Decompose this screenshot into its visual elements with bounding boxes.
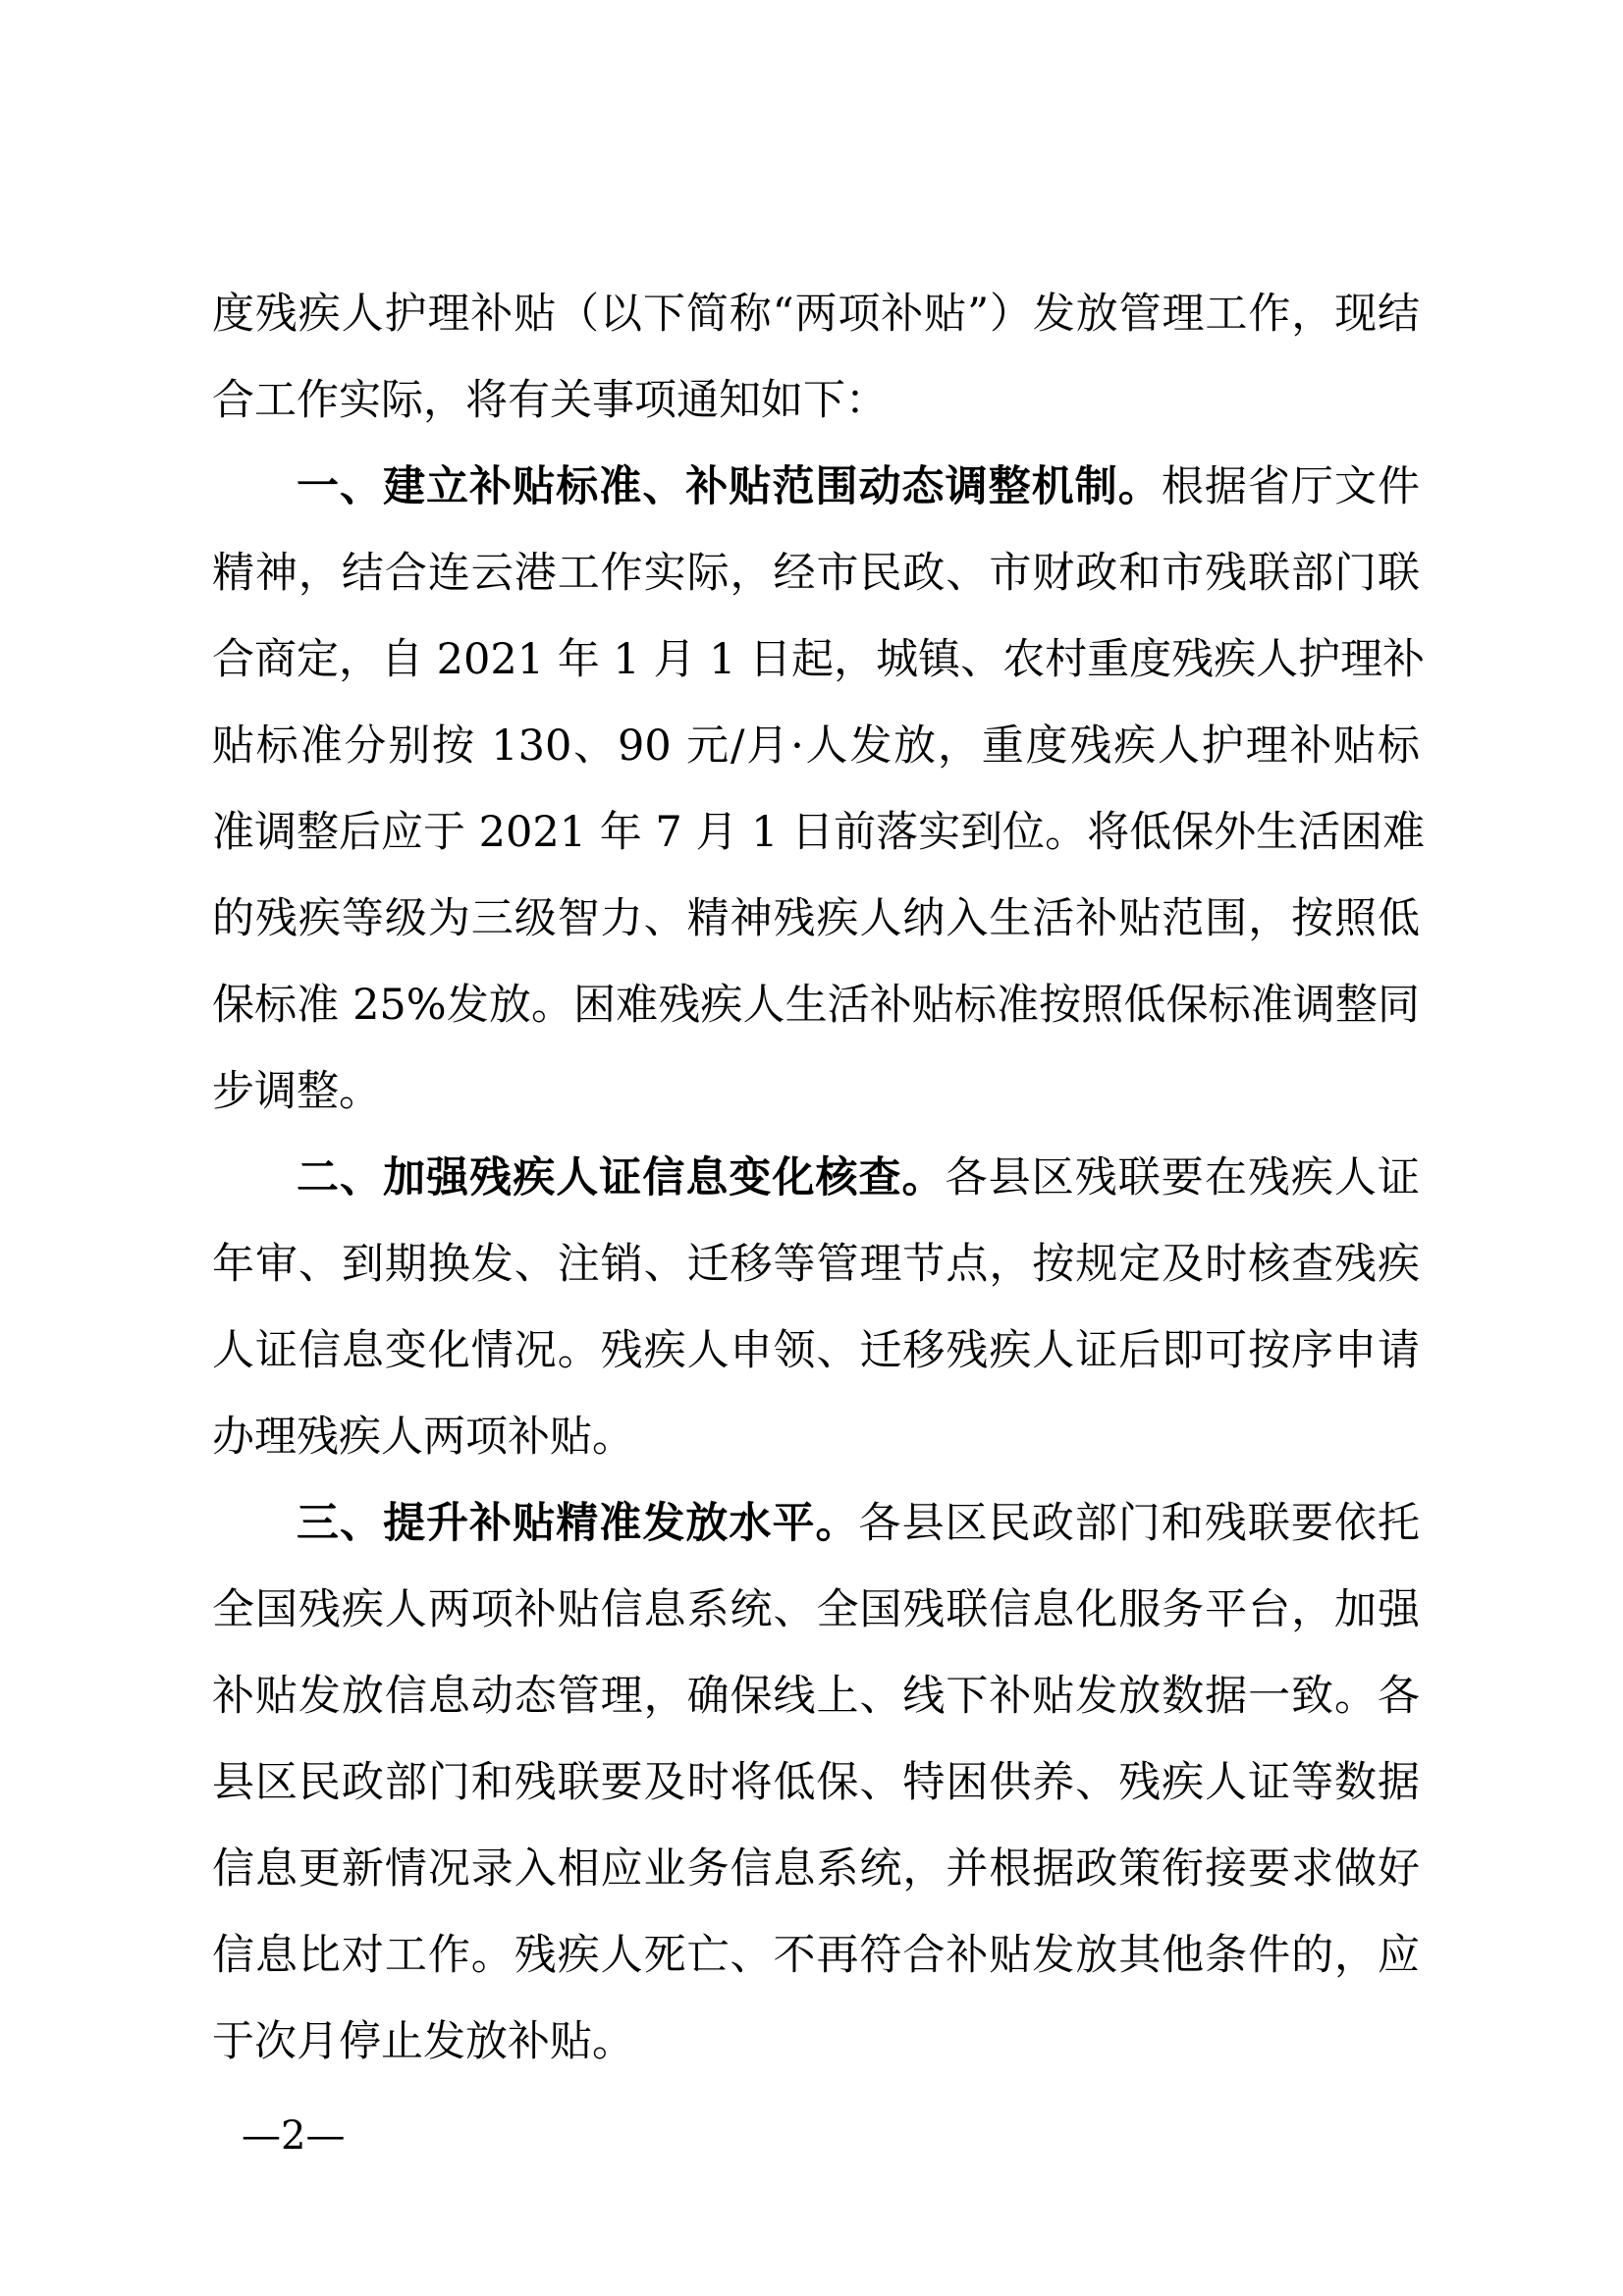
page-number: —2— (242, 2113, 346, 2159)
section-1-line: 的残疾等级为三级智力、精神残疾人纳入生活补贴范围，按照低 (212, 894, 1420, 943)
section-3-line: 补贴发放信息动态管理，确保线上、线下补贴发放数据一致。各 (212, 1672, 1420, 1721)
body-line-1: 度残疾人护理补贴（以下简称“两项补贴”）发放管理工作，现结 (212, 290, 1420, 339)
section-1-first-line (297, 457, 1420, 516)
section-2-first-line-rest: 各县区残联要在残疾人证 (945, 1153, 1421, 1202)
section-1-line: 保标准 25%发放。困难残疾人生活补贴标准按照低保标准调整同 (212, 981, 1420, 1030)
section-3-line: 全国残疾人两项补贴信息系统、全国残联信息化服务平台，加强 (212, 1585, 1420, 1634)
section-3-heading: 三、提升补贴精准发放水平。 (297, 1499, 859, 1548)
section-3-first-line-rest: 各县区民政部门和残联要依托 (858, 1499, 1421, 1548)
section-1-first-line-rest: 根据省厅文件 (1161, 462, 1421, 511)
section-1-line: 步调整。 (212, 1067, 381, 1116)
section-1-line: 精神，结合连云港工作实际，经市民政、市财政和市残联部门联 (212, 549, 1420, 598)
section-3-line: 信息更新情况录入相应业务信息系统，并根据政策衔接要求做好 (212, 1844, 1420, 1894)
section-2-first-line (297, 1148, 1420, 1207)
section-1-line: 贴标准分别按 130、90 元/月·人发放，重度残疾人护理补贴标 (212, 721, 1420, 771)
section-3-line: 县区民政部门和残联要及时将低保、特困供养、残疾人证等数据 (212, 1758, 1420, 1807)
section-2-line: 办理残疾人两项补贴。 (212, 1413, 634, 1462)
section-2-line: 人证信息变化情况。残疾人申领、迁移残疾人证后即可按序申请 (212, 1326, 1420, 1375)
section-3-line: 信息比对工作。残疾人死亡、不再符合补贴发放其他条件的，应 (212, 1931, 1420, 1980)
body-line-2: 合工作实际，将有关事项通知如下： (212, 376, 888, 425)
section-2-line: 年审、到期换发、注销、迁移等管理节点，按规定及时核查残疾 (212, 1240, 1420, 1289)
section-3-first-line (297, 1494, 1420, 1553)
section-1-line: 合商定，自 2021 年 1 月 1 日起，城镇、农村重度残疾人护理补 (212, 635, 1426, 684)
section-3-line: 于次月停止发放补贴。 (212, 2017, 634, 2066)
section-2-heading: 二、加强残疾人证信息变化核查。 (297, 1153, 946, 1202)
section-1-line: 准调整后应于 2021 年 7 月 1 日前落实到位。将低保外生活困难 (212, 808, 1426, 857)
section-1-heading: 一、建立补贴标准、补贴范围动态调整机制。 (297, 462, 1162, 511)
